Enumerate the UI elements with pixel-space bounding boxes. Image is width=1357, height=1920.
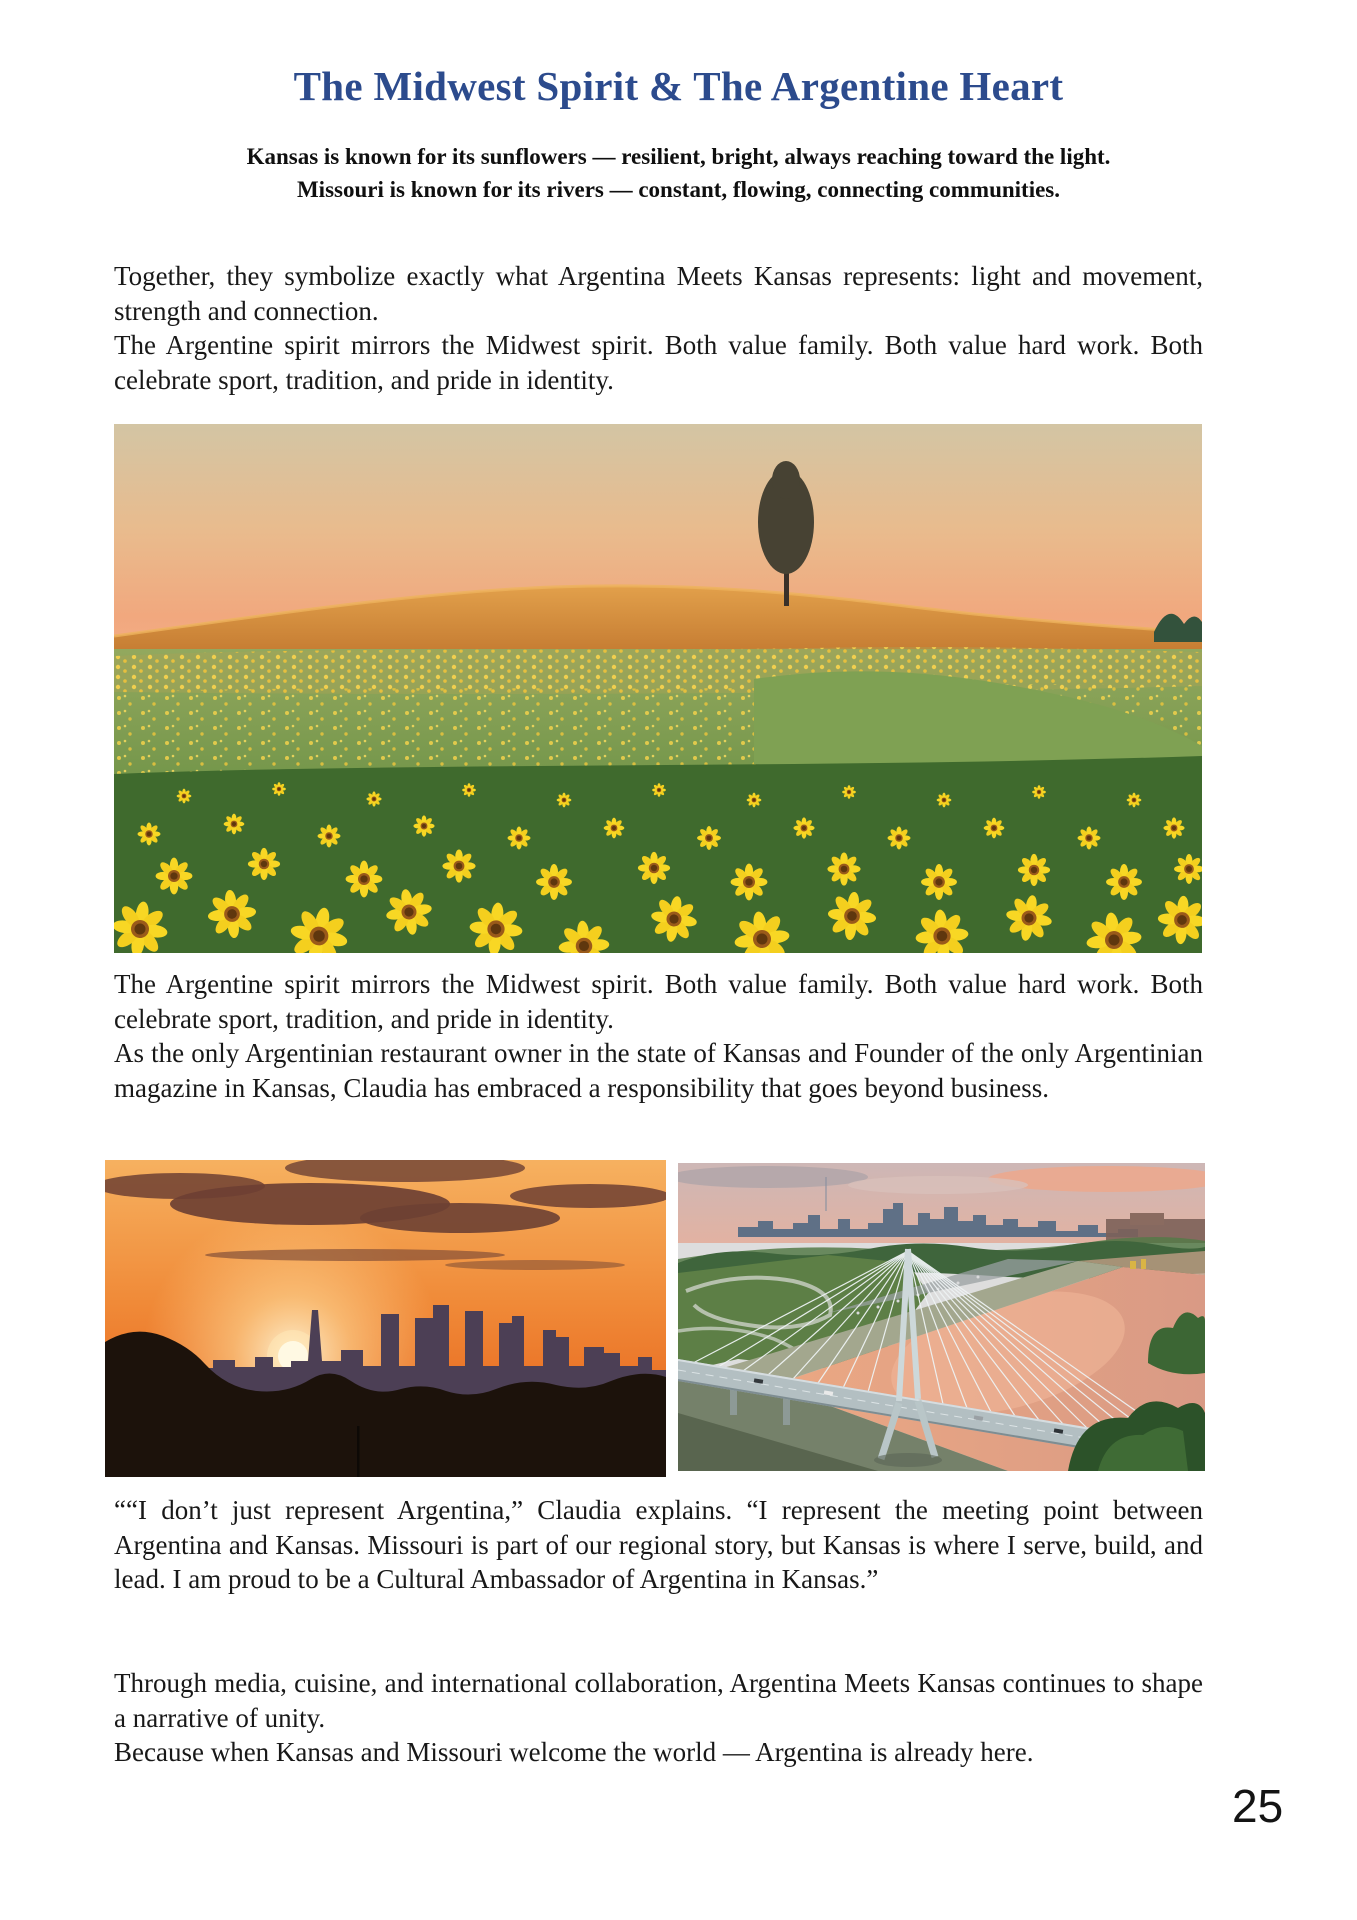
intro-lines — [0, 140, 1357, 206]
paragraph-claudia-quote: ““I don’t just represent Argentina,” Claudia explains. “I represent the meeting point between Argentina and Kansas. Missouri is part of our regional story, but Kansas is where I serve, build, and lead. I am proud to be a Cultural Ambassador of Argentina in Kansas.” — [114, 1495, 1203, 1594]
paragraph-block-quote — [114, 1493, 1203, 1597]
paragraph-because-when: Because when Kansas and Missouri welcome the world — Argentina is already here. — [114, 1737, 1034, 1767]
intro-line-kansas: Kansas is known for its sunflowers — resilient, bright, always reaching toward the light. — [246, 144, 1111, 169]
paragraph-block-top — [114, 259, 1203, 397]
bridge-river-illustration — [678, 1163, 1205, 1471]
paragraph-together: Together, they symbolize exactly what Argentina Meets Kansas represents: light and movement, strength and connection. — [114, 261, 1203, 326]
paragraph-claudia-restaurant: As the only Argentinian restaurant owner in the state of Kansas and Founder of the only Argentinian magazine in Kansas, Claudia has embraced a responsibility that goes beyond business. — [114, 1038, 1203, 1103]
page-title: The Midwest Spirit & The Argentine Heart — [293, 63, 1064, 110]
bond-bridge-river-photo — [678, 1163, 1205, 1471]
skyline-sunset-illustration — [105, 1160, 666, 1477]
paragraph-block-middle — [114, 967, 1203, 1105]
kansas-city-skyline-sunset-photo — [105, 1160, 666, 1477]
paragraph-argentine-spirit-1: The Argentine spirit mirrors the Midwest spirit. Both value family. Both value hard work. Both celebrate sport, tradition, and pride in identity. — [114, 330, 1203, 395]
sunflower-field-photo — [114, 424, 1202, 953]
paragraph-block-closing — [114, 1666, 1203, 1770]
paragraph-through-media: Through media, cuisine, and international collaboration, Argentina Meets Kansas continues to shape a narrative of unity. — [114, 1668, 1203, 1733]
intro-line-missouri: Missouri is known for its rivers — constant, flowing, connecting communities. — [296, 177, 1061, 202]
paragraph-argentine-spirit-2: The Argentine spirit mirrors the Midwest spirit. Both value family. Both value hard work. Both celebrate sport, tradition, and pride in identity. — [114, 969, 1203, 1034]
sunflower-field-illustration — [114, 424, 1202, 953]
page-number: 25 — [1232, 1780, 1284, 1832]
